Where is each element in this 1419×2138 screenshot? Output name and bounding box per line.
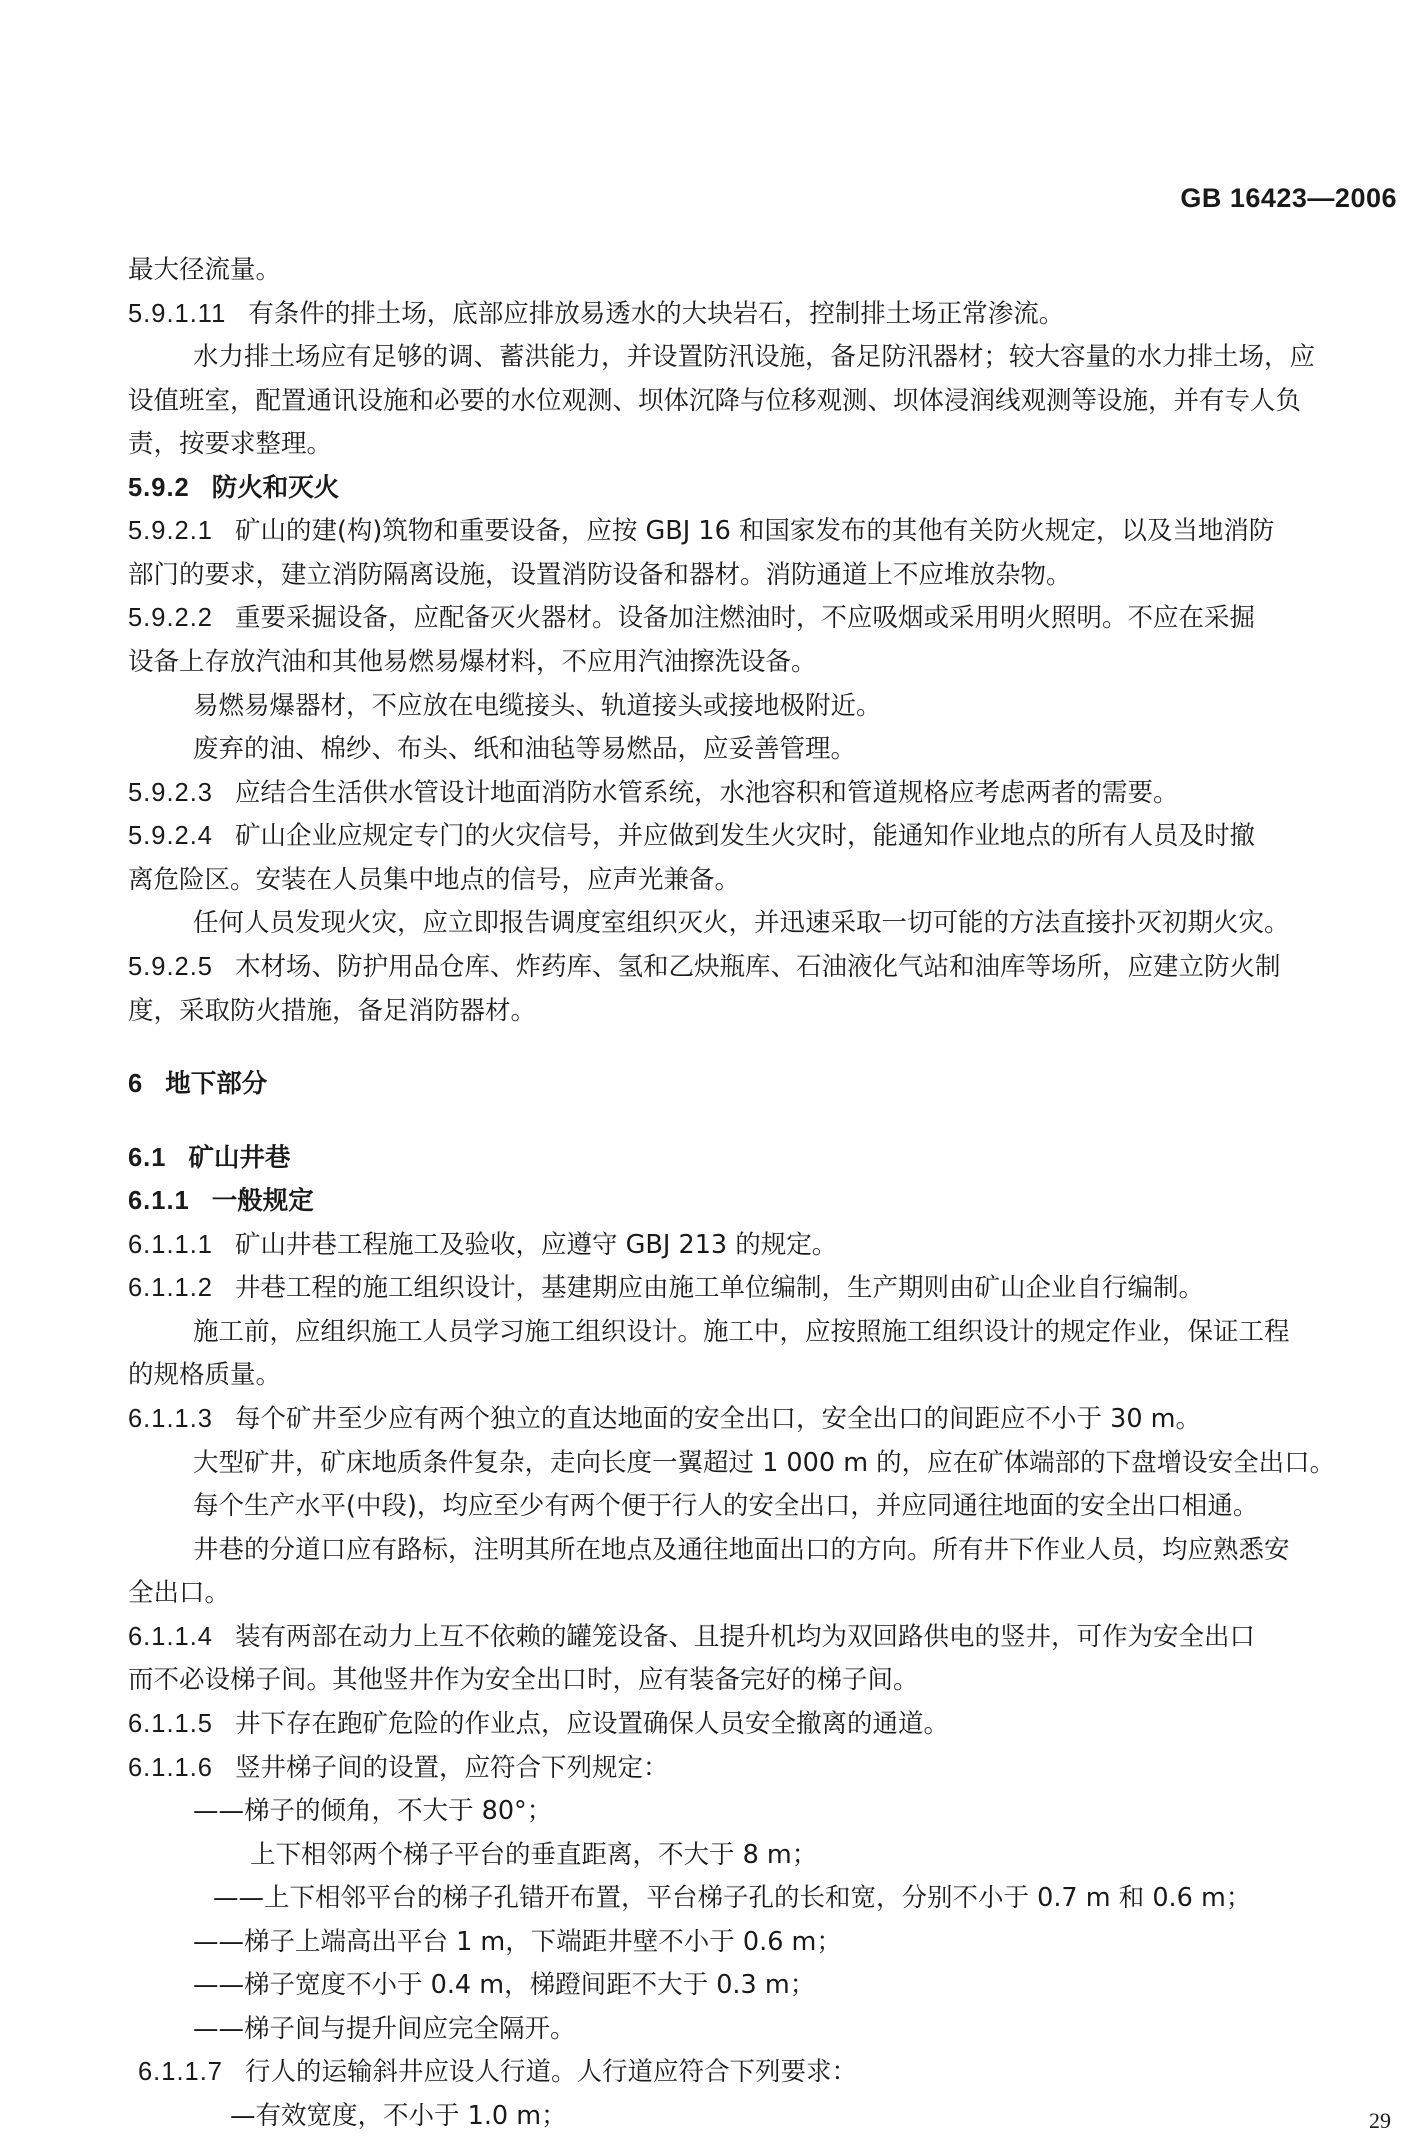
clause-number: 6.1.1.7 bbox=[138, 2058, 223, 2086]
line-text: ——梯子间与提升间应完全隔开。 bbox=[193, 2014, 576, 2044]
list-item bbox=[193, 1926, 842, 1958]
text-line bbox=[128, 646, 817, 678]
line-text: ——上下相邻平台的梯子孔错开布置，平台梯子孔的长和宽，分别不小于 0.7 m 和 0.6 m； bbox=[213, 1883, 1252, 1913]
clause-line bbox=[128, 1272, 1204, 1304]
line-text: 废弃的油、棉纱、布头、纸和油毡等易燃品，应妥善管理。 bbox=[193, 734, 857, 764]
text-line bbox=[128, 864, 740, 896]
text-line bbox=[193, 1534, 1290, 1566]
line-text: 木材场、防护用品仓库、炸药库、氢和乙炔瓶库、石油液化气站和油库等场所，应建立防火制 bbox=[234, 952, 1281, 982]
chapter-heading bbox=[128, 1068, 267, 1100]
text-line bbox=[128, 428, 332, 460]
list-item bbox=[193, 1795, 552, 1827]
clause-number: 6.1.1.5 bbox=[128, 1710, 213, 1738]
heading-text: 矿山井巷 bbox=[188, 1143, 291, 1173]
line-text: 重要采掘设备，应配备灭火器材。设备加注燃油时，不应吸烟或采用明火照明。不应在采掘 bbox=[234, 603, 1255, 633]
text-line bbox=[193, 1490, 1258, 1522]
line-text: 行人的运输斜井应设人行道。人行道应符合下列要求： bbox=[244, 2057, 857, 2087]
text-line bbox=[193, 341, 1315, 373]
clause-number: 6.1 bbox=[128, 1144, 167, 1172]
chapter-number: 6 bbox=[128, 1070, 144, 1098]
line-text: 易燃易爆器材，不应放在电缆接头、轨道接头或接地极附近。 bbox=[193, 691, 882, 721]
text-line bbox=[128, 385, 1301, 417]
clause-line bbox=[128, 1708, 949, 1740]
list-item bbox=[213, 1882, 1251, 1914]
list-item bbox=[193, 1969, 815, 2001]
page-number: 29 bbox=[1369, 2108, 1391, 2133]
clause-line bbox=[128, 298, 1064, 330]
heading-text: 一般规定 bbox=[211, 1186, 314, 1216]
line-text: 度，采取防火措施，备足消防器材。 bbox=[128, 996, 537, 1026]
text-line bbox=[193, 1316, 1290, 1348]
clause-number: 6.1.1 bbox=[128, 1187, 190, 1215]
line-text: 责，按要求整理。 bbox=[128, 429, 333, 459]
clause-number: 6.1.1.4 bbox=[128, 1623, 213, 1651]
clause-line bbox=[138, 2056, 857, 2088]
clause-number: 6.1.1.6 bbox=[128, 1754, 213, 1782]
text-line bbox=[128, 1577, 230, 1609]
text-line bbox=[193, 690, 882, 722]
subsection-heading bbox=[128, 1185, 314, 1217]
standard-code: GB 16423—2006 bbox=[1180, 183, 1397, 213]
line-text: 水力排土场应有足够的调、蓄洪能力，并设置防汛设施，备足防汛器材；较大容量的水力排土场，应 bbox=[193, 342, 1316, 372]
line-text: 井巷的分道口应有路标，注明其所在地点及通往地面出口的方向。所有井下作业人员，均应熟悉安 bbox=[193, 1535, 1290, 1565]
line-text: 每个生产水平(中段)，均应至少有两个便于行人的安全出口，并应同通往地面的安全出口相通。 bbox=[193, 1491, 1259, 1521]
clause-number: 5.9.1.11 bbox=[128, 300, 227, 328]
list-item bbox=[230, 2100, 567, 2132]
clause-line bbox=[128, 1229, 837, 1261]
clause-line bbox=[128, 1752, 669, 1784]
line-text: 而不必设梯子间。其他竖井作为安全出口时，应有装备完好的梯子间。 bbox=[128, 1665, 919, 1695]
line-text: 矿山企业应规定专门的火灾信号，并应做到发生火灾时，能通知作业地点的所有人员及时撤 bbox=[234, 821, 1255, 851]
line-text: 大型矿井，矿床地质条件复杂，走向长度一翼超过 1 000 m 的，应在矿体端部的下盘增设安全出口。 bbox=[193, 1448, 1336, 1478]
line-text: 离危险区。安装在人员集中地点的信号，应声光兼备。 bbox=[128, 865, 741, 895]
clause-line bbox=[128, 820, 1255, 852]
text-line bbox=[128, 1664, 919, 1696]
clause-number: 5.9.2.2 bbox=[128, 604, 213, 632]
clause-number: 5.9.2.5 bbox=[128, 953, 213, 981]
line-text: 设值班室，配置通讯设施和必要的水位观测、坝体沉降与位移观测、坝体浸润线观测等设施，并有专人负 bbox=[128, 386, 1302, 416]
line-text: 任何人员发现火灾，应立即报告调度室组织灭火，并迅速采取一切可能的方法直接扑灭初期火灾。 bbox=[193, 908, 1290, 938]
clause-number: 6.1.1.3 bbox=[128, 1405, 213, 1433]
line-text: 井巷工程的施工组织设计，基建期应由施工单位编制，生产期则由矿山企业自行编制。 bbox=[234, 1273, 1204, 1303]
line-text: 上下相邻两个梯子平台的垂直距离，不大于 8 m； bbox=[250, 1840, 818, 1870]
clause-line bbox=[128, 602, 1255, 634]
section-heading bbox=[128, 472, 339, 504]
line-text: 部门的要求，建立消防隔离设施，设置消防设备和器材。消防通道上不应堆放杂物。 bbox=[128, 560, 1072, 590]
clause-line bbox=[128, 1621, 1255, 1653]
clause-number: 6.1.1.2 bbox=[128, 1274, 213, 1302]
text-line bbox=[128, 995, 536, 1027]
list-item bbox=[193, 2013, 576, 2045]
clause-line bbox=[128, 515, 1274, 547]
text-line bbox=[193, 1447, 1335, 1479]
line-text: 设备上存放汽油和其他易燃易爆材料，不应用汽油擦洗设备。 bbox=[128, 647, 817, 677]
line-text: 竖井梯子间的设置，应符合下列规定： bbox=[234, 1753, 669, 1783]
clause-number: 6.1.1.1 bbox=[128, 1231, 213, 1259]
clause-line bbox=[128, 951, 1281, 983]
text-line bbox=[128, 254, 281, 286]
line-text: 有条件的排土场，底部应排放易透水的大块岩石，控制排土场正常渗流。 bbox=[248, 299, 1065, 329]
clause-number: 5.9.2.4 bbox=[128, 822, 213, 850]
line-text: 矿山的建(构)筑物和重要设备，应按 GBJ 16 和国家发布的其他有关防火规定，以及当地消防 bbox=[234, 516, 1275, 546]
line-text: 井下存在跑矿危险的作业点，应设置确保人员安全撤离的通道。 bbox=[234, 1709, 949, 1739]
line-text: 施工前，应组织施工人员学习施工组织设计。施工中，应按照施工组织设计的规定作业，保证工程 bbox=[193, 1317, 1290, 1347]
line-text: 每个矿井至少应有两个独立的直达地面的安全出口，安全出口的间距应不小于 30 m。 bbox=[234, 1404, 1201, 1434]
list-item bbox=[250, 1839, 817, 1871]
clause-number: 5.9.2 bbox=[128, 474, 190, 502]
clause-number: 5.9.2.3 bbox=[128, 779, 213, 807]
line-text: ——梯子宽度不小于 0.4 m，梯蹬间距不大于 0.3 m； bbox=[193, 1970, 816, 2000]
line-text: 矿山井巷工程施工及验收，应遵守 GBJ 213 的规定。 bbox=[234, 1230, 838, 1260]
heading-text: 地下部分 bbox=[165, 1069, 268, 1099]
line-text: ——梯子上端高出平台 1 m，下端距井壁不小于 0.6 m； bbox=[193, 1927, 842, 1957]
heading-text: 防火和灭火 bbox=[211, 473, 340, 503]
line-text: 全出口。 bbox=[128, 1578, 231, 1608]
line-text: ——梯子的倾角，不大于 80°； bbox=[193, 1796, 553, 1826]
line-text: 的规格质量。 bbox=[128, 1360, 282, 1390]
text-line bbox=[193, 733, 856, 765]
clause-line bbox=[128, 1403, 1201, 1435]
text-line bbox=[128, 1359, 281, 1391]
line-text: —有效宽度，不小于 1.0 m； bbox=[230, 2101, 567, 2131]
line-text: 应结合生活供水管设计地面消防水管系统，水池容积和管道规格应考虑两者的需要。 bbox=[234, 778, 1179, 808]
section-heading bbox=[128, 1142, 290, 1174]
line-text: 最大径流量。 bbox=[128, 255, 282, 285]
text-line bbox=[193, 907, 1290, 939]
line-text: 装有两部在动力上互不依赖的罐笼设备、且提升机均为双回路供电的竖井，可作为安全出口 bbox=[234, 1622, 1255, 1652]
clause-line bbox=[128, 777, 1179, 809]
text-line bbox=[128, 559, 1072, 591]
clause-number: 5.9.2.1 bbox=[128, 517, 213, 545]
